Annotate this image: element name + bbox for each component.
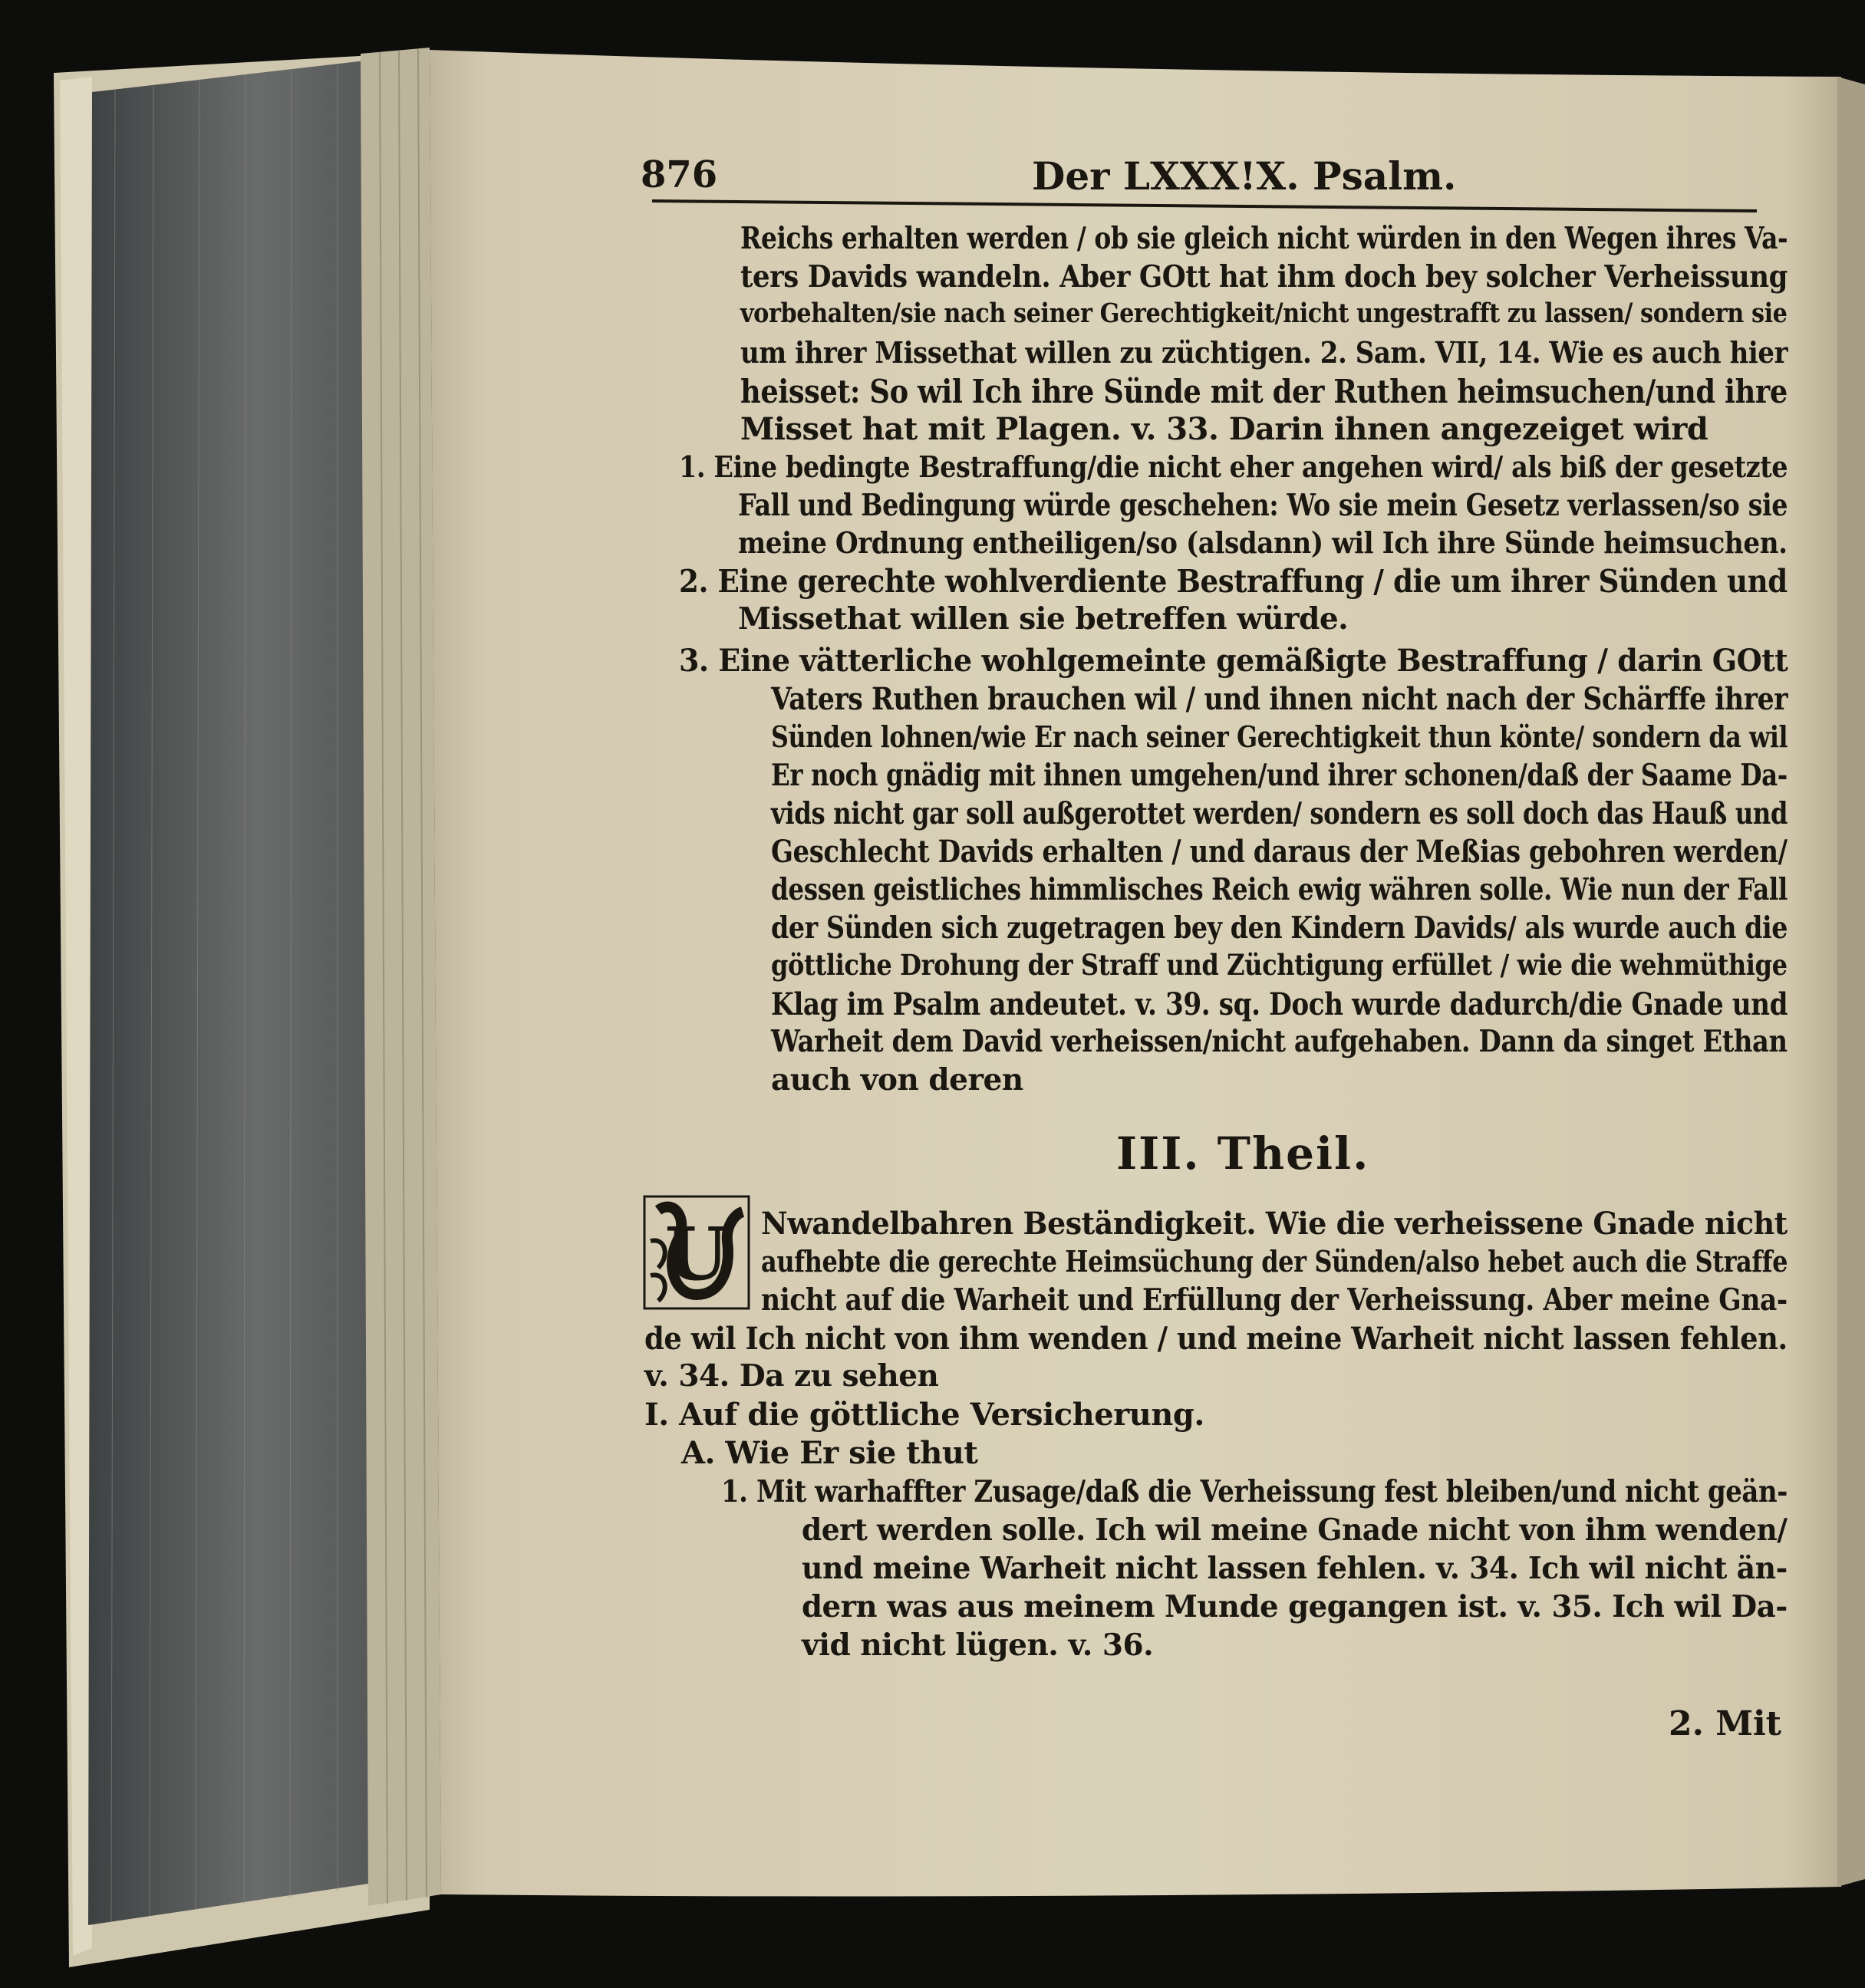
text-line: Misset hat mit Plagen. v. 33. Darin ihnen angezeiget wird bbox=[740, 411, 1708, 447]
text-line: aufhebte die gerechte Heimsüchung der Sünden/also hebet auch die Straffe bbox=[761, 1244, 1788, 1279]
text-line: Vaters Ruthen brauchen wil / und ihnen nicht nach der Schärffe ihrer bbox=[771, 681, 1788, 717]
text-line: auch von deren bbox=[771, 1062, 1023, 1098]
page-number: 876 bbox=[641, 153, 718, 196]
dropcap-initial bbox=[643, 1195, 750, 1310]
list-item: 1. Mit warhaffter Zusage/daß die Verheissung fest bleiben/und nicht geän- bbox=[721, 1474, 1788, 1509]
text-line: und meine Warheit nicht lassen fehlen. v. 34. Ich wil nicht än- bbox=[802, 1551, 1788, 1586]
text-line: Geschlecht Davids erhalten / und daraus der Meßias gebohren werden/ bbox=[771, 834, 1788, 870]
list-item: 2. Eine gerechte wohlverdiente Bestraffung / die um ihrer Sünden und bbox=[679, 563, 1788, 600]
list-item: A. Wie Er sie thut bbox=[681, 1435, 978, 1471]
svg-text:U: U bbox=[664, 1212, 729, 1297]
text-line: Warheit dem David verheissen/nicht aufgehaben. Dann da singet Ethan bbox=[771, 1024, 1788, 1059]
text-line: nicht auf die Warheit und Erfüllung der Verheissung. Aber meine Gna- bbox=[761, 1282, 1788, 1318]
text-line: Sünden lohnen/wie Er nach seiner Gerechtigkeit thun könte/ sondern da wil bbox=[771, 719, 1788, 754]
text-line: v. 34. Da zu sehen bbox=[644, 1358, 939, 1394]
text-line: Missethat willen sie betreffen würde. bbox=[738, 601, 1349, 637]
text-line: der Sünden sich zugetragen bey den Kindern Davids/ als wurde auch die bbox=[771, 910, 1788, 946]
text-line: dert werden solle. Ich wil meine Gnade nicht von ihm wenden/ bbox=[802, 1512, 1788, 1548]
text-line: Nwandelbahren Beständigkeit. Wie die verheissene Gnade nicht bbox=[761, 1206, 1788, 1242]
text-line: Klag im Psalm andeutet. v. 39. sq. Doch wurde dadurch/die Gnade und bbox=[771, 986, 1788, 1022]
text-line: dessen geistliches himmlisches Reich ewig währen solle. Wie nun der Fall bbox=[771, 872, 1788, 907]
section-heading: III. Theil. bbox=[1116, 1127, 1370, 1180]
list-item: 1. Eine bedingte Bestraffung/die nicht eher angehen wird/ als biß der gesetzte bbox=[679, 449, 1788, 484]
list-item: 3. Eine vätterliche wohlgemeinte gemäßigte Bestraffung / darin GOtt bbox=[679, 643, 1788, 679]
running-head: Der LXXX!X. Psalm. bbox=[1032, 153, 1457, 199]
text-line: heisset: So wil Ich ihre Sünde mit der Ruthen heimsuchen/und ihre bbox=[740, 373, 1788, 410]
text-line: Fall und Bedingung würde geschehen: Wo sie mein Gesetz verlassen/so sie bbox=[738, 488, 1788, 523]
text-line: vid nicht lügen. v. 36. bbox=[802, 1628, 1154, 1663]
text-line: vids nicht gar soll außgerottet werden/ sondern es soll doch das Hauß und bbox=[771, 796, 1788, 831]
text-line: um ihrer Missethat willen zu züchtigen. 2. Sam. VII, 14. Wie es auch hier bbox=[740, 335, 1788, 370]
list-item: I. Auf die göttliche Versicherung. bbox=[644, 1397, 1204, 1433]
catchword: 2. Mit bbox=[1669, 1704, 1781, 1743]
text-line: Er noch gnädig mit ihnen umgehen/und ihrer schonen/daß der Saame Da- bbox=[771, 758, 1788, 793]
text-line: dern was aus meinem Munde gegangen ist. v. 35. Ich wil Da- bbox=[802, 1589, 1788, 1624]
text-line: ters Davids wandeln. Aber GOtt hat ihm doch bey solcher Verheissung bbox=[740, 259, 1788, 295]
text-line: Reichs erhalten werden / ob sie gleich nicht würden in den Wegen ihres Va- bbox=[740, 221, 1788, 256]
text-line: de wil Ich nicht von ihm wenden / und meine Warheit nicht lassen fehlen. bbox=[644, 1321, 1788, 1357]
text-line: meine Ordnung entheiligen/so (alsdann) wil Ich ihre Sünde heimsuchen. bbox=[738, 525, 1788, 560]
text-line: göttliche Drohung der Straff und Züchtigung erfüllet / wie die wehmüthige bbox=[771, 948, 1788, 982]
text-line: vorbehalten/sie nach seiner Gerechtigkeit/nicht ungestrafft zu lassen/ sondern sie bbox=[740, 298, 1788, 329]
